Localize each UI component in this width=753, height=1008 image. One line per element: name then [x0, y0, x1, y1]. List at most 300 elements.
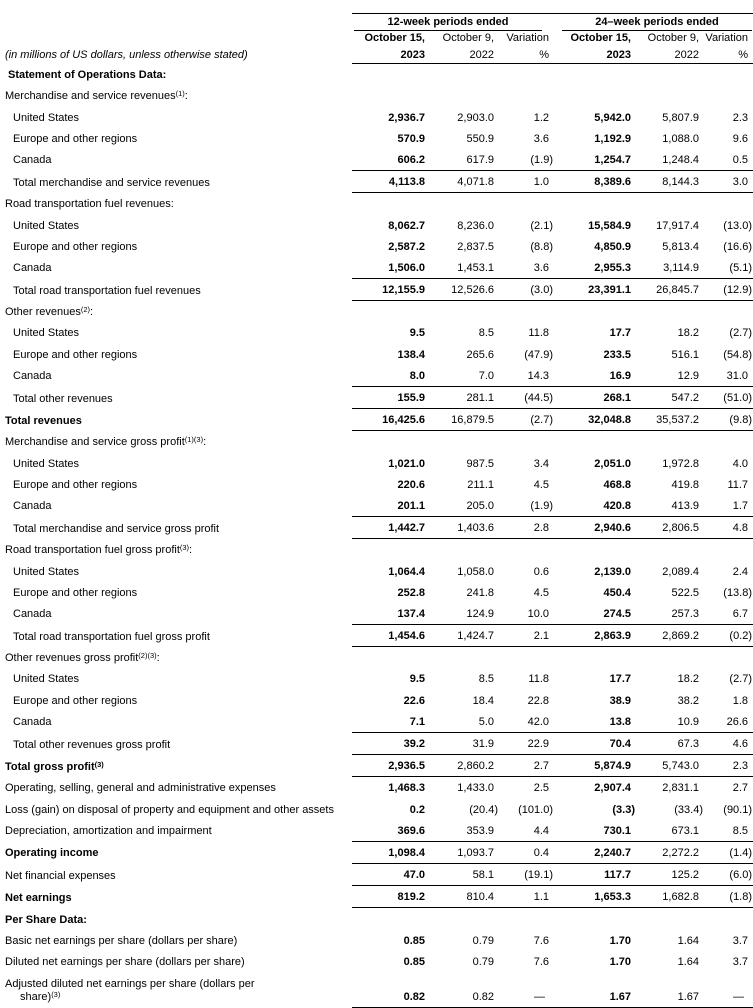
- table-body: [0, 64, 753, 1008]
- cell-24wk-variation: 26.6: [704, 711, 753, 733]
- cell-12wk-variation: 1.0: [499, 170, 554, 192]
- cell-24wk-2022: 2,831.1: [662, 782, 699, 795]
- cell-12wk-2023: 201.1: [352, 495, 430, 517]
- cell-12wk-variation: 22.9: [499, 732, 554, 754]
- col-header-24wk-2022-year: 2022: [636, 46, 704, 64]
- cell-24wk-variation: —: [704, 972, 753, 1008]
- cell-12wk-2023: 1,064.4: [388, 565, 425, 578]
- cell-12wk-2022: [430, 431, 499, 453]
- cell-12wk-2022: 810.4: [430, 886, 499, 908]
- row-label: Operating, selling, general and administrative expenses: [5, 782, 276, 795]
- cell-24wk-variation: [704, 908, 753, 930]
- cell-12wk-2022: (20.4): [469, 803, 498, 816]
- cell-12wk-2023: [352, 301, 430, 323]
- cell-24wk-2023: [554, 908, 636, 930]
- cell-24wk-2022: (33.4): [674, 803, 703, 816]
- cell-12wk-variation: 2.1: [499, 624, 554, 646]
- cell-24wk-variation: (13.0): [723, 219, 753, 232]
- cell-24wk-2022: 1,088.0: [662, 132, 699, 145]
- table-row: [0, 64, 753, 86]
- cell-24wk-2022: [636, 64, 704, 86]
- col-header-12wk-variation: Variation: [506, 32, 549, 44]
- cell-24wk-2022: 38.2: [677, 694, 699, 707]
- cell-12wk-2022: [430, 908, 499, 930]
- cell-24wk-variation: (5.1): [704, 257, 753, 279]
- cell-12wk-2022: 1,093.7: [430, 841, 499, 863]
- cell-12wk-2023: 7.1: [352, 711, 430, 733]
- cell-12wk-2022: 353.9: [430, 820, 499, 842]
- cell-12wk-2023: 606.2: [352, 149, 430, 171]
- row-label: Road transportation fuel gross profit$^{(3)}$:: [5, 543, 193, 557]
- cell-12wk-variation: 1.1: [499, 886, 554, 908]
- cell-24wk-2023: 15,584.9: [588, 219, 631, 232]
- row-label: Europe and other regions: [13, 132, 138, 145]
- row-label: United States: [13, 457, 80, 470]
- table-header: [0, 14, 753, 64]
- cell-12wk-2023: 39.2: [352, 732, 430, 754]
- cell-24wk-variation: 3.7: [732, 934, 749, 947]
- cell-12wk-variation: 2.7: [499, 755, 554, 777]
- cell-12wk-variation: 3.6: [499, 257, 554, 279]
- cell-12wk-2023: [352, 64, 430, 86]
- period-group-24wk-label: 24–week periods ended: [562, 14, 752, 31]
- cell-24wk-variation: (2.7): [729, 327, 753, 340]
- cell-12wk-variation: 0.4: [499, 841, 554, 863]
- footnote-ref: (1): [175, 89, 185, 99]
- cell-12wk-2023: 155.9: [352, 386, 430, 408]
- table-row: [0, 732, 753, 754]
- table-row: [0, 820, 753, 842]
- cell-12wk-2022: 4,071.8: [430, 170, 499, 192]
- cell-24wk-2022: 2,806.5: [636, 516, 704, 538]
- cell-24wk-variation: 11.7: [727, 478, 749, 491]
- cell-12wk-variation: (19.1): [499, 863, 554, 885]
- cell-12wk-2023: [352, 431, 430, 453]
- cell-24wk-2022: 12.9: [636, 365, 704, 387]
- cell-12wk-variation: (8.8): [530, 240, 553, 253]
- table-row: [0, 668, 753, 689]
- cell-12wk-2022: 18.4: [472, 694, 494, 707]
- table-row: [0, 474, 753, 495]
- row-label: United States: [13, 565, 80, 578]
- cell-24wk-2022: 18.2: [677, 327, 699, 340]
- cell-12wk-2023: 8.0: [352, 365, 430, 387]
- cell-12wk-2022: 2,837.5: [457, 240, 494, 253]
- cell-24wk-variation: (16.6): [723, 240, 753, 253]
- cell-24wk-variation: [704, 431, 753, 453]
- cell-12wk-2022: 0.79: [472, 955, 494, 968]
- table-row: [0, 149, 753, 171]
- cell-24wk-variation: 1.7: [704, 495, 753, 517]
- units-note-cell: [0, 14, 352, 64]
- col-header-24wk-variation: Variation: [705, 32, 749, 44]
- cell-12wk-2023: 0.85: [403, 955, 425, 968]
- cell-12wk-2023: 2,936.5: [352, 755, 430, 777]
- cell-24wk-2023: 1.70: [609, 934, 631, 947]
- cell-24wk-2023: 17.7: [609, 327, 631, 340]
- footnote-ref: (3): [51, 990, 61, 1000]
- table-row: [0, 930, 753, 951]
- cell-24wk-2023: 2,139.0: [594, 565, 631, 578]
- cell-12wk-2022: 1,453.1: [430, 257, 499, 279]
- cell-12wk-2022: 58.1: [430, 863, 499, 885]
- cell-12wk-2022: 2,903.0: [457, 111, 494, 124]
- cell-12wk-variation: 7.6: [533, 955, 549, 968]
- cell-12wk-2023: 252.8: [397, 586, 425, 599]
- cell-24wk-2022: 26,845.7: [636, 278, 704, 300]
- col-header-12wk-2023-date: October 15,: [364, 32, 425, 44]
- cell-12wk-variation: (1.9): [499, 149, 554, 171]
- cell-12wk-2022: 8.5: [478, 673, 494, 686]
- cell-12wk-2022: 281.1: [430, 386, 499, 408]
- cell-24wk-variation: (54.8): [723, 348, 753, 361]
- table-row: [0, 798, 753, 819]
- cell-24wk-variation: [704, 64, 753, 86]
- cell-24wk-2023: [554, 85, 636, 106]
- cell-12wk-variation: [499, 64, 554, 86]
- cell-24wk-variation: (1.8): [704, 886, 753, 908]
- cell-12wk-variation: 1.2: [533, 111, 549, 124]
- row-label: Operating income: [5, 847, 99, 860]
- cell-24wk-variation: [704, 647, 753, 669]
- cell-24wk-2022: 1.64: [677, 934, 699, 947]
- cell-12wk-variation: [499, 431, 554, 453]
- table-row: [0, 582, 753, 603]
- table-row: [0, 886, 753, 908]
- col-header-12wk-2022-date: October 9,: [442, 32, 494, 44]
- table-row: [0, 193, 753, 215]
- cell-24wk-2023: 2,907.4: [594, 782, 631, 795]
- cell-24wk-2022: [636, 647, 704, 669]
- footnote-ref: (3): [179, 543, 190, 553]
- cell-12wk-variation: [499, 193, 554, 215]
- cell-24wk-2023: 117.7: [554, 863, 636, 885]
- cell-24wk-2022: 1,682.8: [636, 886, 704, 908]
- cell-24wk-2022: 257.3: [636, 603, 704, 625]
- cell-12wk-2022: 265.6: [466, 348, 494, 361]
- cell-12wk-variation: 2.5: [533, 782, 549, 795]
- cell-12wk-variation: (2.7): [499, 409, 554, 431]
- row-label: Per Share Data:: [5, 913, 87, 926]
- cell-24wk-2023: 2,863.9: [554, 624, 636, 646]
- cell-24wk-2023: [554, 64, 636, 86]
- row-label: Diluted net earnings per share (dollars per share): [5, 955, 245, 968]
- table-row: [0, 386, 753, 408]
- cell-24wk-2023: 730.1: [554, 820, 636, 842]
- row-label: Adjusted diluted net earnings per share (dollars per share)$^{(3)}$: [5, 978, 255, 1004]
- table-row: [0, 214, 753, 235]
- cell-24wk-2022: 3,114.9: [636, 257, 704, 279]
- cell-24wk-2022: 17,917.4: [656, 219, 699, 232]
- cell-24wk-2023: 17.7: [609, 673, 631, 686]
- cell-24wk-2022: 5,743.0: [636, 755, 704, 777]
- cell-24wk-2023: 1,653.3: [554, 886, 636, 908]
- cell-24wk-2022: [636, 85, 704, 106]
- cell-12wk-2022: 7.0: [430, 365, 499, 387]
- cell-24wk-variation: 6.7: [704, 603, 753, 625]
- cell-12wk-2023: 0.82: [352, 972, 430, 1008]
- cell-12wk-variation: (3.0): [499, 278, 554, 300]
- row-label: United States: [13, 327, 80, 340]
- row-label: Other revenues$^{(2)}$:: [5, 305, 94, 319]
- row-label: Depreciation, amortization and impairment: [5, 825, 212, 838]
- row-label: Canada: [13, 370, 52, 383]
- cell-24wk-2022: [636, 539, 704, 561]
- cell-12wk-2023: 369.6: [352, 820, 430, 842]
- cell-12wk-variation: [499, 301, 554, 323]
- row-label: United States: [13, 219, 80, 232]
- table-row: [0, 343, 753, 364]
- row-label: Canada: [13, 716, 52, 729]
- cell-24wk-2023: 274.5: [554, 603, 636, 625]
- cell-24wk-2022: [636, 301, 704, 323]
- cell-24wk-variation: [704, 539, 753, 561]
- row-label: Canada: [13, 608, 52, 621]
- cell-24wk-2023: 420.8: [554, 495, 636, 517]
- table-row: [0, 560, 753, 581]
- cell-24wk-2022: 1.64: [677, 955, 699, 968]
- row-label: Basic net earnings per share (dollars per share): [5, 934, 238, 947]
- col-header-12wk-2023-year: 2023: [352, 46, 430, 64]
- row-label: Canada: [13, 262, 52, 275]
- cell-24wk-variation: (9.8): [704, 409, 753, 431]
- cell-12wk-2022: [430, 301, 499, 323]
- cell-12wk-2023: 1,098.4: [352, 841, 430, 863]
- cell-12wk-2023: 4,113.8: [352, 170, 430, 192]
- table-row: [0, 409, 753, 431]
- cell-12wk-2022: 31.9: [430, 732, 499, 754]
- cell-24wk-2022: 10.9: [636, 711, 704, 733]
- cell-24wk-variation: 0.5: [704, 149, 753, 171]
- cell-24wk-variation: 4.0: [732, 457, 749, 470]
- footnote-ref: (3): [94, 759, 104, 769]
- table-row: [0, 431, 753, 453]
- cell-24wk-2022: 2,272.2: [636, 841, 704, 863]
- cell-12wk-variation: (2.1): [530, 219, 553, 232]
- cell-12wk-2022: 12,526.6: [430, 278, 499, 300]
- period-group-12wk: [352, 14, 554, 32]
- cell-24wk-2023: 450.4: [603, 586, 631, 599]
- row-label: Europe and other regions: [13, 478, 138, 491]
- cell-12wk-variation: [499, 85, 554, 106]
- cell-12wk-variation: 3.6: [533, 132, 549, 145]
- cell-12wk-2023: 1,468.3: [388, 782, 425, 795]
- cell-12wk-2022: [430, 539, 499, 561]
- cell-12wk-variation: (101.0): [518, 803, 553, 816]
- cell-24wk-2023: 2,240.7: [554, 841, 636, 863]
- row-label: Total gross profit$^{(3)}$: [5, 759, 104, 773]
- cell-12wk-2023: 570.9: [397, 132, 425, 145]
- cell-12wk-variation: 2.8: [499, 516, 554, 538]
- cell-24wk-variation: (1.4): [704, 841, 753, 863]
- cell-24wk-variation: 4.8: [704, 516, 753, 538]
- table-row: [0, 365, 753, 387]
- cell-12wk-2023: 2,587.2: [388, 240, 425, 253]
- cell-24wk-2023: [554, 193, 636, 215]
- cell-12wk-variation: —: [499, 972, 554, 1008]
- cell-24wk-2022: 547.2: [636, 386, 704, 408]
- footnote-ref: (2): [80, 305, 90, 315]
- table-row: [0, 170, 753, 192]
- table-row: [0, 711, 753, 733]
- period-group-row: [0, 14, 753, 32]
- cell-24wk-2023: 1,254.7: [554, 149, 636, 171]
- table-row: [0, 624, 753, 646]
- cell-12wk-2022: 550.9: [466, 132, 494, 145]
- cell-12wk-2022: 16,879.5: [430, 409, 499, 431]
- table-row: [0, 495, 753, 517]
- cell-24wk-variation: 2.7: [732, 782, 749, 795]
- cell-12wk-2022: 1,403.6: [430, 516, 499, 538]
- row-label: United States: [13, 111, 80, 124]
- cell-24wk-variation: (6.0): [704, 863, 753, 885]
- table-row: [0, 647, 753, 669]
- cell-24wk-2023: 16.9: [554, 365, 636, 387]
- cell-24wk-variation: [704, 85, 753, 106]
- cell-24wk-2022: 419.8: [671, 478, 699, 491]
- cell-24wk-2022: 413.9: [636, 495, 704, 517]
- cell-12wk-2023: 1,454.6: [352, 624, 430, 646]
- row-label: Total road transportation fuel gross profit: [13, 630, 210, 643]
- row-label: Canada: [13, 500, 52, 513]
- cell-24wk-variation: (12.9): [704, 278, 753, 300]
- cell-12wk-2023: 9.5: [409, 327, 425, 340]
- cell-24wk-variation: (2.7): [729, 673, 753, 686]
- cell-24wk-2023: 2,940.6: [554, 516, 636, 538]
- row-label: Total road transportation fuel revenues: [13, 284, 201, 297]
- cell-12wk-variation: 7.6: [533, 934, 549, 947]
- cell-12wk-variation: (44.5): [499, 386, 554, 408]
- cell-24wk-2022: [636, 908, 704, 930]
- cell-24wk-2022: 673.1: [636, 820, 704, 842]
- cell-24wk-2023: [554, 647, 636, 669]
- row-label: Net earnings: [5, 891, 72, 904]
- cell-12wk-2023: [352, 193, 430, 215]
- cell-12wk-2022: [430, 64, 499, 86]
- cell-12wk-2023: 22.6: [403, 694, 425, 707]
- cell-12wk-2022: [430, 193, 499, 215]
- cell-24wk-variation: (13.8): [723, 586, 753, 599]
- cell-12wk-variation: 0.6: [533, 565, 549, 578]
- period-group-24wk: [554, 14, 753, 32]
- table-row: [0, 863, 753, 885]
- cell-24wk-2023: [554, 539, 636, 561]
- cell-24wk-2022: 2,869.2: [636, 624, 704, 646]
- cell-24wk-variation: 3.7: [732, 955, 749, 968]
- row-label: Europe and other regions: [13, 348, 138, 361]
- cell-12wk-2023: [352, 908, 430, 930]
- cell-24wk-variation: 2.3: [732, 111, 749, 124]
- table-row: [0, 972, 753, 1008]
- cell-24wk-2022: 35,537.2: [636, 409, 704, 431]
- cell-12wk-2023: 1,506.0: [352, 257, 430, 279]
- cell-12wk-variation: [499, 908, 554, 930]
- cell-24wk-variation: 2.4: [732, 565, 749, 578]
- row-label: Statement of Operations Data:: [8, 69, 167, 82]
- table-row: [0, 301, 753, 323]
- row-label: Total other revenues gross profit: [13, 738, 171, 751]
- row-label: Europe and other regions: [13, 240, 138, 253]
- cell-24wk-2023: 1.70: [609, 955, 631, 968]
- cell-12wk-2023: [352, 539, 430, 561]
- cell-12wk-2023: 0.2: [409, 803, 425, 816]
- cell-12wk-2022: 2,860.2: [430, 755, 499, 777]
- financial-table: [0, 13, 753, 1008]
- cell-24wk-2022: 18.2: [677, 673, 699, 686]
- cell-24wk-2023: (3.3): [612, 803, 635, 816]
- cell-12wk-variation: 11.8: [528, 327, 549, 340]
- cell-12wk-variation: (47.9): [524, 348, 553, 361]
- cell-12wk-2022: 211.1: [467, 478, 494, 491]
- cell-24wk-variation: 31.0: [704, 365, 753, 387]
- cell-12wk-variation: 22.8: [527, 694, 549, 707]
- cell-12wk-2023: [352, 647, 430, 669]
- cell-12wk-2022: 0.82: [430, 972, 499, 1008]
- row-label: Loss (gain) on disposal of property and equipment and other assets: [5, 803, 334, 816]
- table-row: [0, 777, 753, 799]
- footnote-ref: (1)(3): [184, 435, 204, 445]
- cell-12wk-2022: 8,236.0: [457, 219, 494, 232]
- table-row: [0, 322, 753, 343]
- cell-12wk-2023: 47.0: [352, 863, 430, 885]
- cell-12wk-2023: 138.4: [397, 348, 425, 361]
- cell-24wk-variation: 9.6: [732, 132, 749, 145]
- cell-24wk-2022: 67.3: [636, 732, 704, 754]
- cell-24wk-2022: 1,972.8: [662, 457, 699, 470]
- cell-24wk-variation: (0.2): [704, 624, 753, 646]
- cell-24wk-2022: 8,144.3: [636, 170, 704, 192]
- cell-12wk-2022: 241.8: [466, 586, 494, 599]
- cell-24wk-2023: [554, 301, 636, 323]
- cell-12wk-variation: 14.3: [499, 365, 554, 387]
- row-label: Total merchandise and service gross profit: [13, 522, 220, 535]
- cell-12wk-2023: 8,062.7: [388, 219, 425, 232]
- cell-12wk-2022: 8.5: [478, 327, 494, 340]
- cell-12wk-2023: 16,425.6: [352, 409, 430, 431]
- cell-24wk-2023: 468.8: [603, 478, 631, 491]
- cell-24wk-variation: [704, 193, 753, 215]
- col-header-12wk-variation-pct: %: [499, 46, 554, 64]
- cell-24wk-2022: 5,807.9: [662, 111, 699, 124]
- cell-12wk-variation: [499, 647, 554, 669]
- table-row: [0, 278, 753, 300]
- cell-24wk-2023: 233.5: [603, 348, 631, 361]
- units-note: (in millions of US dollars, unless otherwise stated): [5, 48, 248, 61]
- cell-24wk-variation: 2.3: [704, 755, 753, 777]
- cell-12wk-variation: 11.8: [528, 673, 549, 686]
- table-row: [0, 236, 753, 257]
- row-label: United States: [13, 673, 80, 686]
- row-label: Net financial expenses: [5, 869, 116, 882]
- row-label: Canada: [13, 154, 52, 167]
- cell-12wk-2022: [430, 85, 499, 106]
- table-row: [0, 689, 753, 710]
- cell-12wk-2023: 2,936.7: [388, 111, 425, 124]
- cell-24wk-2023: 8,389.6: [554, 170, 636, 192]
- cell-24wk-2023: 23,391.1: [554, 278, 636, 300]
- cell-12wk-2022: 1,424.7: [430, 624, 499, 646]
- table-row: [0, 106, 753, 127]
- cell-24wk-2023: 70.4: [554, 732, 636, 754]
- cell-12wk-variation: (1.9): [499, 495, 554, 517]
- cell-24wk-variation: [704, 301, 753, 323]
- cell-12wk-2023: 1,021.0: [388, 457, 425, 470]
- row-label: Merchandise and service gross profit$^{(1)(3)}$:: [5, 435, 207, 449]
- cell-12wk-2022: 1,433.0: [457, 782, 494, 795]
- cell-12wk-2022: 1,058.0: [457, 565, 494, 578]
- row-label: Road transportation fuel revenues:: [5, 198, 174, 211]
- cell-12wk-variation: 4.4: [499, 820, 554, 842]
